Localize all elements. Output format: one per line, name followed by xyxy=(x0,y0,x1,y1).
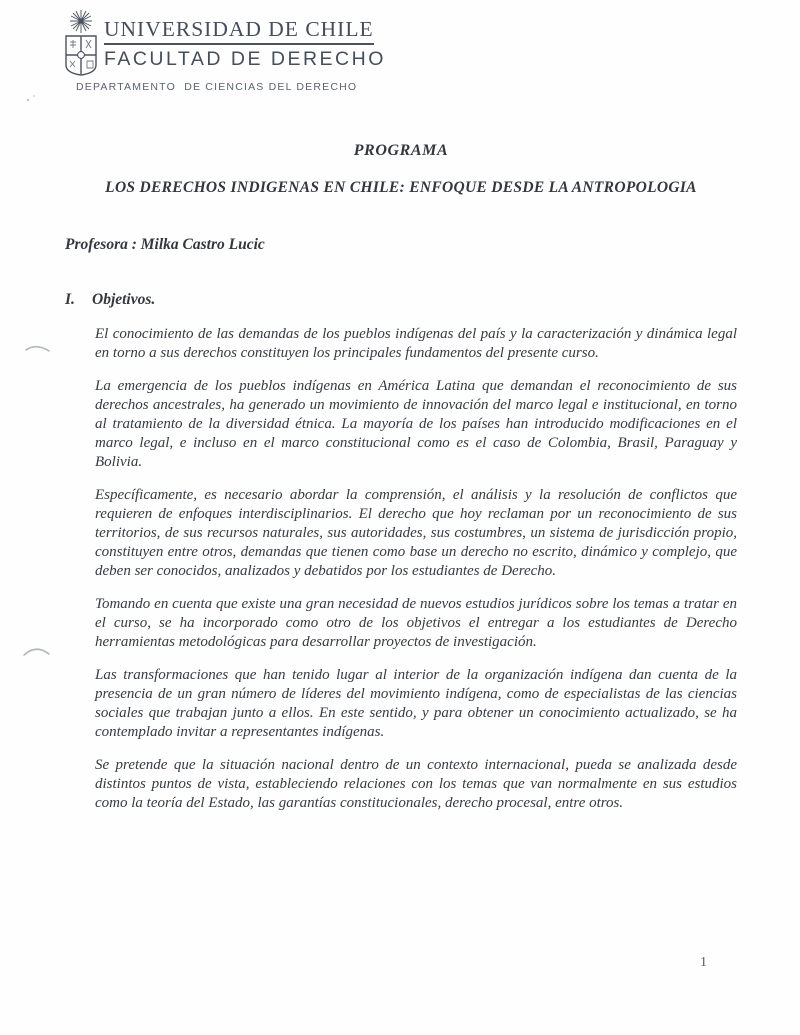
course-title: LOS DERECHOS INDIGENAS EN CHILE: ENFOQUE DESDE LA ANTROPOLOGIA xyxy=(105,179,697,196)
paragraph-6: Se pretende que la situación nacional dentro de un contexto internacional, pueda se analizada desde distintos puntos de vista, estableciendo relaciones con los temas que van normalmente en sus estudios como la teoría del Estado, las garantías constitucionales, derecho procesal, entre otros. xyxy=(95,757,737,811)
page-number: 1 xyxy=(700,955,707,970)
document-body xyxy=(65,142,737,827)
scan-curve-mark-bottom xyxy=(22,642,52,660)
department-name: DEPARTAMENTO DE CIENCIAS DEL DERECHO xyxy=(76,81,358,93)
paragraph-4: Tomando en cuenta que existe una gran necesidad de nuevos estudios jurídicos sobre los temas a tratar en el curso, se ha incorporado como otro de los objetivos el entregar a los estudiantes de Derecho herramientas metodológicas para desarrollar proyectos de investigación. xyxy=(95,596,737,650)
objectives-paragraphs xyxy=(95,325,737,813)
page-title: PROGRAMA xyxy=(353,142,449,159)
scan-speckle-mark xyxy=(22,92,42,106)
professor-line: Profesora : Milka Castro Lucic xyxy=(65,236,265,253)
paragraph-3: Específicamente, es necesario abordar la comprensión, el análisis y la resolución de conflictos que requieren de enfoques interdisciplinarios. El derecho que hoy reclaman por un reconocimiento de sus territorios, de sus recursos naturales, sus autoridades, sus costumbres, un sistema de jurisdicción propio, constituyen entre otros, demandas que tienen como base un derecho no escrito, dinámico y complejo, que deben ser conocidos, analizados y debatidos por los estudiantes de Derecho. xyxy=(95,487,737,579)
university-crest-icon xyxy=(61,9,101,77)
university-name: UNIVERSIDAD DE CHILE xyxy=(104,17,374,45)
section-number: I. xyxy=(65,291,75,308)
paragraph-1: El conocimiento de las demandas de los pueblos indígenas del país y la caracterización y dinámica legal en torno a sus derechos constituyen los principales fundamentos del presente curso. xyxy=(95,326,737,361)
paragraph-5: Las transformaciones que han tenido lugar al interior de la organización indígena dan cuenta de la presencia de un gran número de líderes del movimiento indígena, como de especialistas de las ciencias sociales que trabajan junto a ellos. En este sentido, y para obtener un conocimiento actualizado, se ha contemplado invitar a representantes indígenas. xyxy=(95,667,737,740)
faculty-name: FACULTAD DE DERECHO xyxy=(104,48,386,70)
scan-curve-mark-top xyxy=(24,340,52,356)
letterhead-text xyxy=(104,17,386,71)
section-title: Objetivos. xyxy=(92,291,156,308)
paragraph-2: La emergencia de los pueblos indígenas en América Latina que demandan el reconocimiento de sus derechos ancestrales, ha generado un movimiento de innovación del marco legal e institucional, en torno al tratamiento de la diversidad étnica. La mayoría de los países han introducido modificaciones en el marco legal, e incluso en el marco constitucional como es el caso de Colombia, Brasil, Paraguay y Bolivia. xyxy=(95,378,737,470)
section-heading-objetivos xyxy=(65,291,737,309)
